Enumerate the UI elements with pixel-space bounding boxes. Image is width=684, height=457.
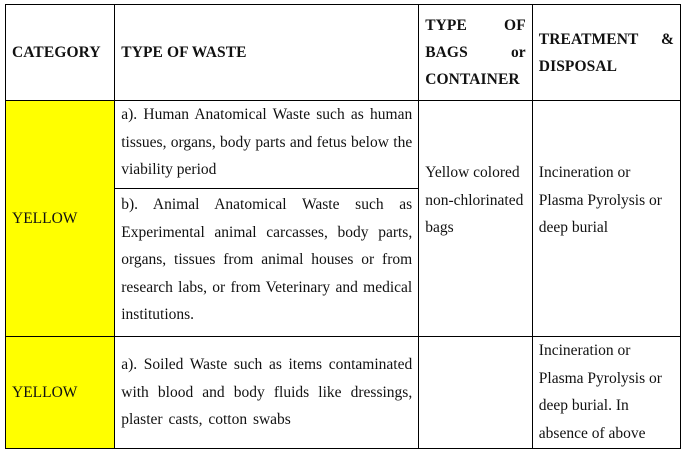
header-treatment-amp: & — [660, 30, 674, 48]
waste-cell: a). Human Anatomical Waste such as human tissues, organs, body parts and fetus below the viability period — [115, 101, 419, 189]
header-bags-or: or — [510, 44, 526, 61]
header-treatment-word: TREATMENT — [538, 30, 639, 48]
treatment-cell: Incineration or Plasma Pyrolysis or deep burial — [532, 101, 680, 337]
header-type-of-waste: TYPE OF WASTE — [115, 5, 419, 101]
header-bags-bags: BAGS — [425, 44, 468, 61]
treatment-cell: Incineration or Plasma Pyrolysis or deep burial. In absence of above — [532, 337, 680, 449]
header-bags-type: TYPE — [425, 17, 467, 34]
waste-table — [5, 4, 681, 449]
header-disposal: DISPOSAL — [538, 57, 618, 75]
header-treatment — [532, 5, 680, 101]
header-bags-of: OF — [504, 17, 526, 34]
header-category: CATEGORY — [6, 5, 115, 101]
table-row — [6, 101, 681, 189]
header-bags — [419, 5, 533, 101]
waste-cell: b). Animal Anatomical Waste such as Experimental animal carcasses, body parts, organs, tissues from animal houses or from research labs, or from Veterinary and medical institutions. — [115, 189, 419, 337]
waste-cell: a). Soiled Waste such as items contaminated with blood and body fluids like dressings, plaster casts, cotton swabs — [115, 337, 419, 449]
bags-cell: Yellow colored non-chlorinated bags — [419, 101, 533, 337]
table-header-row — [6, 5, 681, 101]
category-cell: YELLOW — [6, 337, 115, 449]
header-bags-container: CONTAINER — [425, 71, 520, 88]
table-row — [6, 337, 681, 449]
category-cell: YELLOW — [6, 101, 115, 337]
bags-cell — [419, 337, 533, 449]
